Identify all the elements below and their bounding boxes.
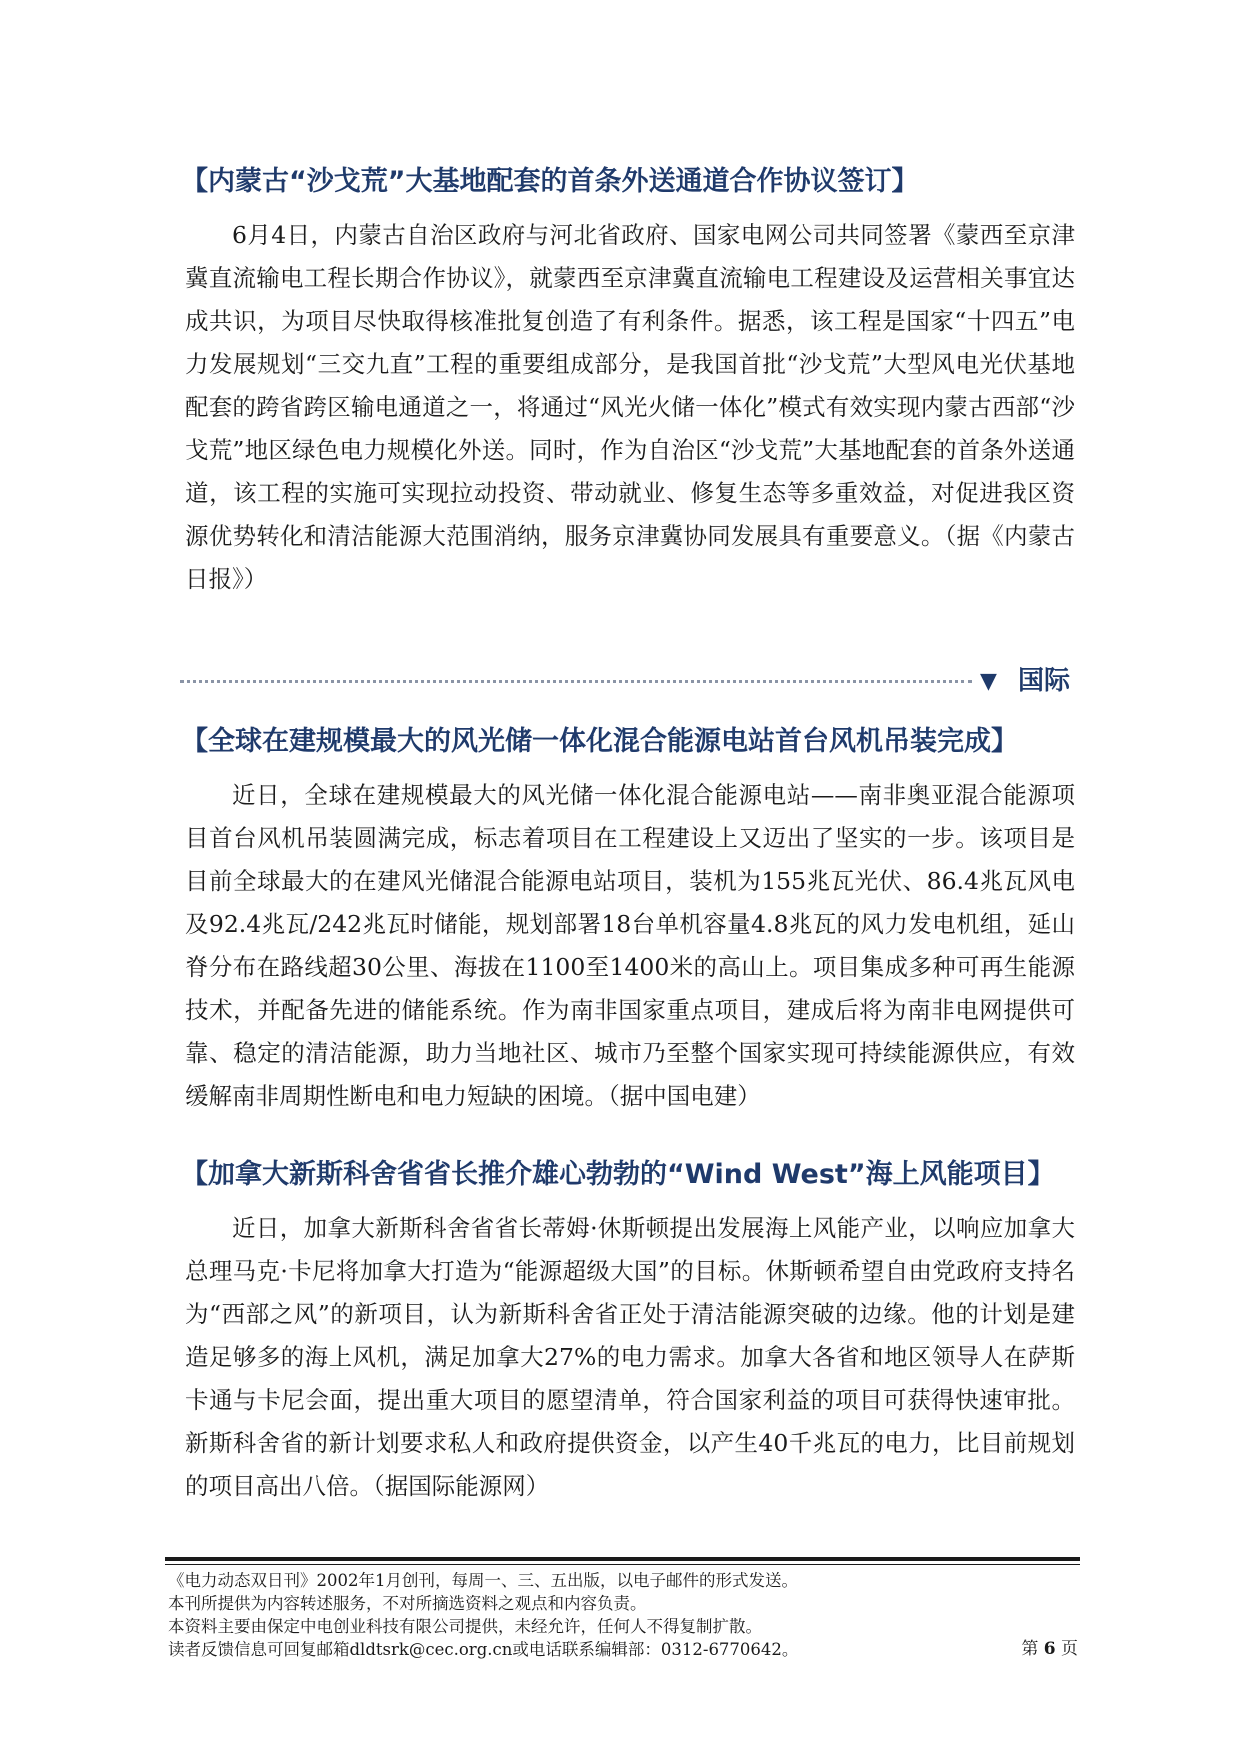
footer-line: 本资料主要由保定中电创业科技有限公司提供，未经允许，任何人不得复制扩散。: [168, 1617, 762, 1636]
section-divider-international: [180, 664, 1085, 700]
article-headline: 【内蒙古“沙戈荒”大基地配套的首条外送通道合作协议签订】: [181, 166, 919, 197]
footer-divider: [165, 1557, 1080, 1561]
article-body: 近日，全球在建规模最大的风光储一体化混合能源电站——南非奥亚混合能源项目首台风机吊装圆满完成，标志着项目在工程建设上又迈出了坚实的一步。该项目是目前全球最大的在建风光储混合能源电站项目，装机为155兆瓦光伏、86.4兆瓦风电及92.4兆瓦/242兆瓦时储能，规划部署18台单机容量4.8兆瓦的风力发电机组，延山脊分布在路线超30公里、海拔在1100至1400米的高山上。项目集成多种可再生能源技术，并配备先进的储能系统。作为南非国家重点项目，建成后将为南非电网提供可靠、稳定的清洁能源，助力当地社区、城市乃至整个国家实现可持续能源供应，有效缓解南非周期性断电和电力短缺的困境。（据中国电建）: [185, 781, 1075, 1110]
triangle-down-icon: ▼: [980, 669, 997, 694]
footer: [168, 1569, 1078, 1661]
footer-line: 《电力动态双日刊》2002年1月创刊，每周一、三、五出版，以电子邮件的形式发送。: [168, 1571, 798, 1590]
page-suffix: 页: [1061, 1639, 1078, 1659]
footer-line: 本刊所提供为内容转述服务，不对所摘选资料之观点和内容负责。: [168, 1594, 647, 1613]
article-canada: [181, 1155, 1075, 1508]
article-body: 近日，加拿大新斯科舍省省长蒂姆·休斯顿提出发展海上风能产业，以响应加拿大总理马克·卡尼将加拿大打造为“能源超级大国”的目标。休斯顿希望自由党政府支持名为“西部之风”的新项目，认为新斯科舍省正处于清洁能源突破的边缘。他的计划是建造足够多的海上风机，满足加拿大27%的电力需求。加拿大各省和地区领导人在萨斯卡通与卡尼会面，提出重大项目的愿望清单，符合国家利益的项目可获得快速审批。新斯科舍省的新计划要求私人和政府提供资金，以产生40千兆瓦的电力，比目前规划的项目高出八倍。（据国际能源网）: [185, 1214, 1075, 1500]
page-number: [1021, 1638, 1078, 1661]
article-body: 6月4日，内蒙古自治区政府与河北省政府、国家电网公司共同签署《蒙西至京津冀直流输电工程长期合作协议》，就蒙西至京津冀直流输电工程建设及运营相关事宜达成共识，为项目尽快取得核准批复创造了有利条件。据悉，该工程是国家“十四五”电力发展规划“三交九直”工程的重要组成部分，是我国首批“沙戈荒”大型风电光伏基地配套的跨省跨区输电通道之一，将通过“风光火储一体化”模式有效实现内蒙古西部“沙戈荒”地区绿色电力规模化外送。同时，作为自治区“沙戈荒”大基地配套的首条外送通道，该工程的实施可实现拉动投资、带动就业、修复生态等多重效益，对促进我区资源优势转化和清洁能源大范围消纳，服务京津冀协同发展具有重要意义。（据《内蒙古日报》）: [185, 221, 1075, 593]
article-inner-mongolia: [181, 162, 1075, 601]
dotted-rule: [180, 680, 972, 683]
page-prefix: 第: [1021, 1639, 1039, 1659]
article-headline: 【加拿大新斯科舍省省长推介雄心勃勃的“Wind West”海上风能项目】: [181, 1159, 1055, 1190]
article-headline: 【全球在建规模最大的风光储一体化混合能源电站首台风机吊装完成】: [181, 726, 1018, 757]
article-south-africa: [181, 722, 1075, 1118]
footer-line: 读者反馈信息可回复邮箱dldtsrk@cec.org.cn或电话联系编辑部：0312-6770642。: [168, 1640, 799, 1659]
footer-divider-thin: [165, 1564, 1080, 1565]
page-number-value: 6: [1043, 1639, 1056, 1659]
section-label: 国际: [1018, 666, 1071, 696]
